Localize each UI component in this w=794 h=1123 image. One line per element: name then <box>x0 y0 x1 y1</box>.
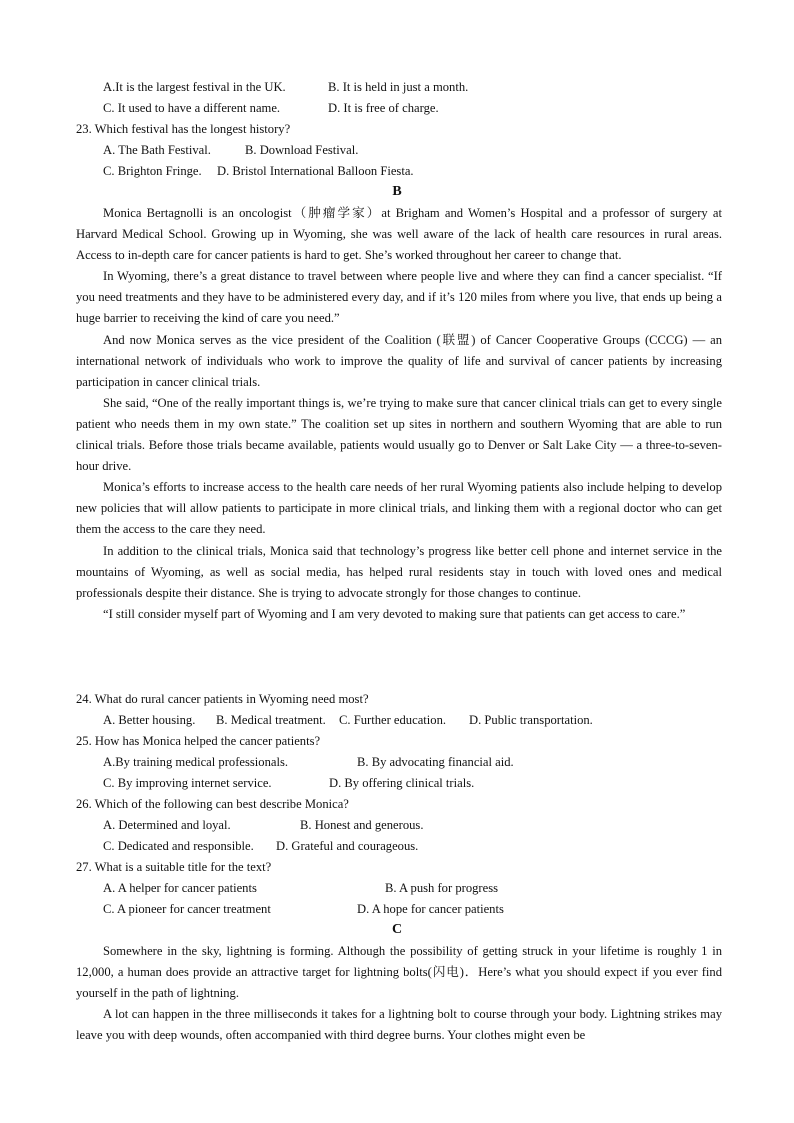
q26-option-a[interactable]: A. Determined and loyal. <box>103 818 231 832</box>
q25-option-c[interactable]: C. By improving internet service. <box>103 776 272 790</box>
q25-option-a[interactable]: A.By training medical professionals. <box>103 755 289 769</box>
q23-option-d[interactable]: D. Bristol International Balloon Fiesta. <box>217 164 414 178</box>
q27-option-a[interactable]: A. A helper for cancer patients <box>103 881 257 895</box>
q22-option-c[interactable]: C. It used to have a different name. <box>103 101 281 115</box>
section-b-passage <box>76 203 722 625</box>
passage-b-paragraph-7: “I still consider myself part of Wyoming and I am very devoted to making sure that patients can get access to care.” <box>103 606 686 621</box>
passage-c-paragraph-2: A lot can happen in the three milliseconds it takes for a lightning bolt to course through your body. Lightning strikes may leave you with deep wounds, often accompanied with third degree burns. Your clothes might even be <box>76 1007 722 1043</box>
q27-stem: 27. What is a suitable title for the text? <box>76 860 272 874</box>
passage-b-paragraph-3: And now Monica serves as the vice president of the Coalition (联盟) of Cancer Cooperative Groups (CCCG) — an international network of individuals who work to improve the quality of life and survival of cancer patients by increasing participation in cancer clinical trials. <box>76 332 722 389</box>
q25-stem: 25. How has Monica helped the cancer patients? <box>76 734 321 748</box>
q24-option-c[interactable]: C. Further education. <box>339 713 447 727</box>
passage-b-paragraph-6: In addition to the clinical trials, Monica said that technology’s progress like better cell phone and internet service in the mountains of Wyoming, as well as social media, has helped rural residents stay in touch with loved ones and medical professionals despite their distance. She is trying to advocate strongly for those changes to continue. <box>76 543 722 600</box>
q25-option-d[interactable]: D. By offering clinical trials. <box>329 776 475 790</box>
q24-option-b[interactable]: B. Medical treatment. <box>216 713 326 727</box>
q26-option-d[interactable]: D. Grateful and courageous. <box>276 839 419 853</box>
passage-b-paragraph-4: She said, “One of the really important things is, we’re trying to make sure that cancer clinical trials can get to every single patient who needs them in my own state.” The coalition set up sites in northern and southern Wyoming that are able to run clinical trials. Before those trials became available, patients would usually go to Denver or Salt Lake City — a three-to-seven-hour drive. <box>76 395 722 474</box>
q23-option-b[interactable]: B. Download Festival. <box>245 143 359 157</box>
section-b-heading: B <box>392 184 402 199</box>
q24-option-a[interactable]: A. Better housing. <box>103 713 196 727</box>
q27-option-d[interactable]: D. A hope for cancer patients <box>357 902 504 916</box>
q25-option-b[interactable]: B. By advocating financial aid. <box>357 755 514 769</box>
passage-c-paragraph-1: Somewhere in the sky, lightning is forming. Although the possibility of getting struck in your lifetime is roughly 1 in 12,000, a human does provide an attractive target for lightning bolts(闪电)．Here’s what you should expect if you ever find yourself in the path of lightning. <box>76 944 722 1001</box>
q26-option-b[interactable]: B. Honest and generous. <box>300 818 424 832</box>
section-c-passage <box>76 941 722 1046</box>
q23-option-c[interactable]: C. Brighton Fringe. <box>103 164 202 178</box>
passage-b-paragraph-2: In Wyoming, there’s a great distance to travel between where people live and where they can find a cancer specialist. “If you need treatments and they have to be administered every day, and if it’s 120 miles from where you live, that ends up being a huge barrier to receiving the kind of care you need.” <box>76 269 722 326</box>
q27-option-c[interactable]: C. A pioneer for cancer treatment <box>103 902 271 916</box>
section-c-heading: C <box>391 922 403 937</box>
q22-option-b[interactable]: B. It is held in just a month. <box>328 80 469 94</box>
q26-stem: 26. Which of the following can best describe Monica? <box>76 797 349 811</box>
q23-option-a[interactable]: A. The Bath Festival. <box>103 143 211 157</box>
q24-stem: 24. What do rural cancer patients in Wyoming need most? <box>76 692 369 706</box>
q22-option-a[interactable]: A.It is the largest festival in the UK. <box>103 80 286 94</box>
q24-option-d[interactable]: D. Public transportation. <box>469 713 593 727</box>
q23-stem: 23. Which festival has the longest history? <box>76 122 291 136</box>
q26-option-c[interactable]: C. Dedicated and responsible. <box>103 839 254 853</box>
q27-option-b[interactable]: B. A push for progress <box>385 881 498 895</box>
passage-b-paragraph-1: Monica Bertagnolli is an oncologist（肿瘤学家）at Brigham and Women’s Hospital and a professor of surgery at Harvard Medical School. Growing up in Wyoming, she was well aware of the lack of health care resources in rural areas. Access to in-depth care for cancer patients is hard to get. She’s worked throughout her career to change that. <box>76 206 722 263</box>
passage-b-paragraph-5: Monica’s efforts to increase access to the health care needs of her rural Wyoming patients also include helping to develop new policies that will allow patients to participate in more clinical trials, and linking them with a regional doctor who can get them the access to the care they need. <box>76 480 722 537</box>
q22-option-d[interactable]: D. It is free of charge. <box>328 101 439 115</box>
